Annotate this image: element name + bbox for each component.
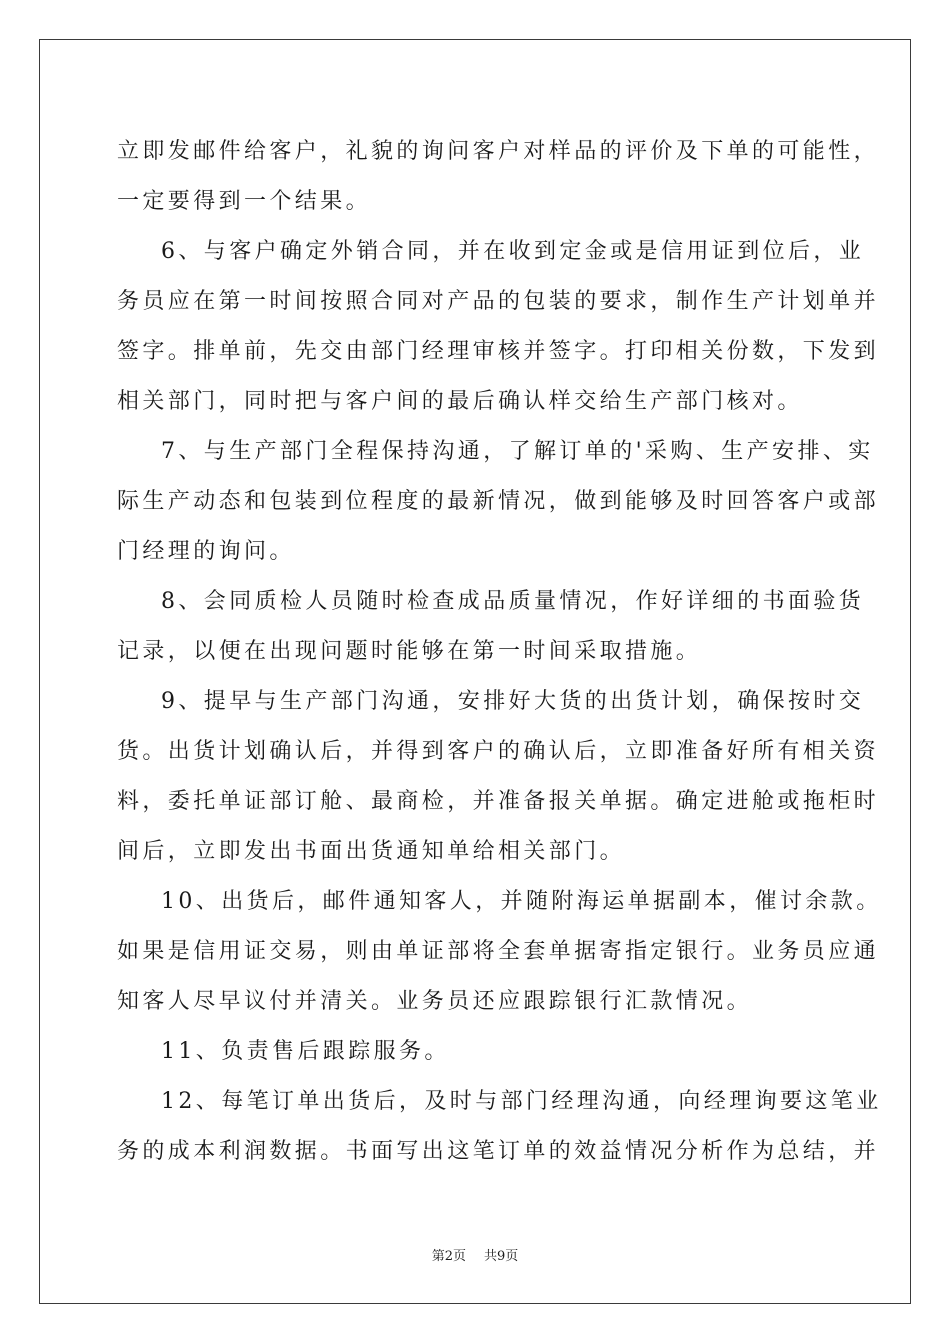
text-line: 相关部门，同时把与客户间的最后确认样交给生产部门核对。 [117, 389, 803, 414]
text-line: 门经理的询问。 [117, 539, 295, 564]
text-line: 12、每笔订单出货后，及时与部门经理沟通，向经理询要这笔业 [161, 1089, 882, 1114]
text-line: 际生产动态和包装到位程度的最新情况，做到能够及时回答客户或部 [117, 489, 880, 514]
text-line: 务的成本利润数据。书面写出这笔订单的效益情况分析作为总结，并 [117, 1139, 880, 1164]
text-line: 知客人尽早议付并清关。业务员还应跟踪银行汇款情况。 [117, 989, 753, 1014]
text-line: 6、与客户确定外销合同，并在收到定金或是信用证到位后，业 [161, 239, 865, 264]
text-line: 间后，立即发出书面出货通知单给相关部门。 [117, 839, 626, 864]
text-line: 货。出货计划确认后，并得到客户的确认后，立即准备好所有相关资 [117, 739, 880, 764]
text-line: 11、负责售后跟踪服务。 [161, 1039, 450, 1064]
text-line: 签字。排单前，先交由部门经理审核并签字。打印相关份数，下发到 [117, 339, 880, 364]
text-line: 一定要得到一个结果。 [117, 189, 372, 214]
page-total: 共9页 [484, 1249, 519, 1264]
text-line: 记录，以便在出现问题时能够在第一时间采取措施。 [117, 639, 702, 664]
text-line: 立即发邮件给客户，礼貌的询问客户对样品的评价及下单的可能性， [117, 139, 880, 164]
page-footer [0, 1245, 950, 1264]
page-number: 第2页 [431, 1249, 466, 1264]
text-line: 9、提早与生产部门沟通，安排好大货的出货计划，确保按时交 [161, 689, 865, 714]
text-line: 料，委托单证部订舱、最商检，并准备报关单据。确定进舱或拖柜时 [117, 789, 880, 814]
text-line: 10、出货后，邮件通知客人，并随附海运单据副本，催讨余款。 [161, 889, 882, 914]
text-line: 如果是信用证交易，则由单证部将全套单据寄指定银行。业务员应通 [117, 939, 880, 964]
text-line: 8、会同质检人员随时检查成品质量情况，作好详细的书面验货 [161, 589, 865, 614]
text-line: 7、与生产部门全程保持沟通，了解订单的'采购、生产安排、实 [161, 439, 874, 464]
text-line: 务员应在第一时间按照合同对产品的包装的要求，制作生产计划单并 [117, 289, 880, 314]
